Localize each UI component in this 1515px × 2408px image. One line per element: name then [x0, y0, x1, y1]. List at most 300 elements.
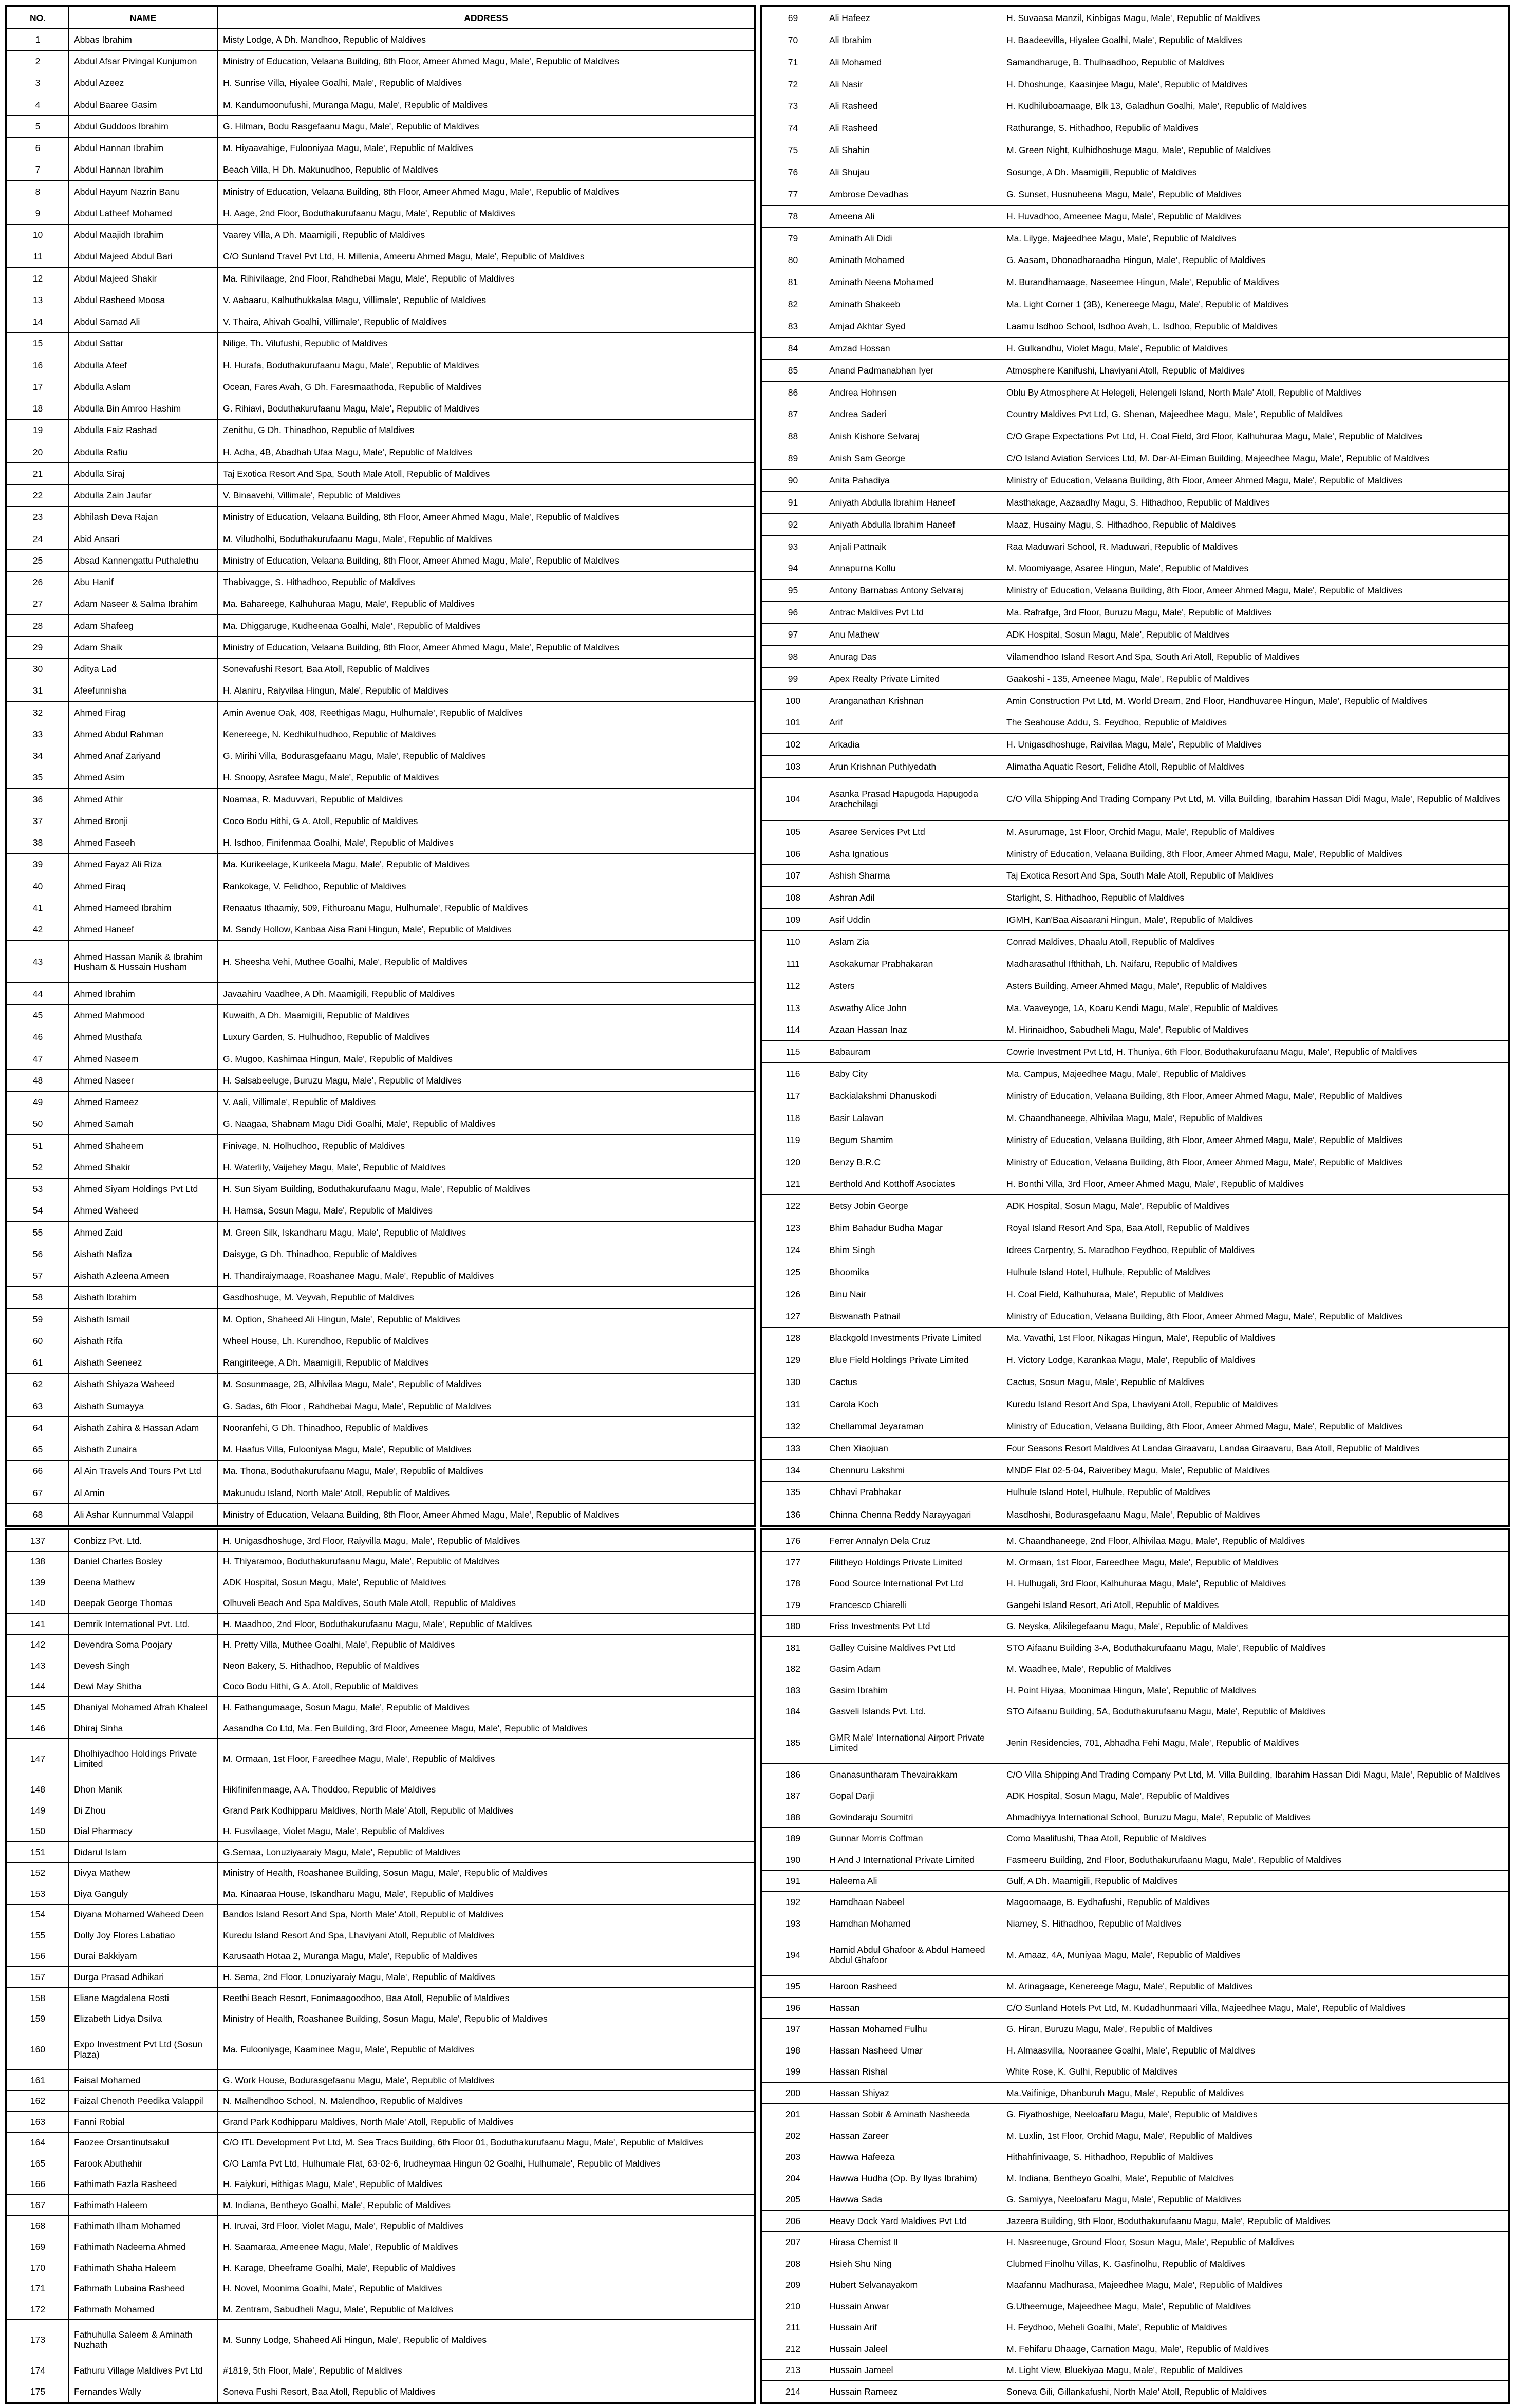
- row-name: Abdul Hannan Ibrahim: [69, 159, 218, 180]
- row-number: 186: [762, 1764, 824, 1785]
- table-row: [7, 1091, 755, 1113]
- row-address: Niamey, S. Hithadhoo, Republic of Maldives: [1001, 1913, 1508, 1934]
- row-name: Ahmed Samah: [69, 1113, 218, 1134]
- row-number: 78: [762, 205, 824, 227]
- row-number: 127: [762, 1305, 824, 1327]
- row-number: 195: [762, 1976, 824, 1997]
- row-address: Alimatha Aquatic Resort, Felidhe Atoll, Republic of Maldives: [1001, 756, 1508, 778]
- row-address: Ministry of Education, Velaana Building, 8th Floor, Ameer Ahmed Magu, Male', Republic of Maldives: [1001, 1305, 1508, 1327]
- row-number: 178: [762, 1573, 824, 1594]
- row-number: 203: [762, 2146, 824, 2168]
- row-name: Aniyath Abdulla Ibrahim Haneef: [824, 491, 1001, 513]
- table-row: [762, 2040, 1508, 2061]
- row-address: Jazeera Building, 9th Floor, Boduthakurufaanu Magu, Male', Republic of Maldives: [1001, 2210, 1508, 2231]
- row-address: G. Hiran, Buruzu Magu, Male', Republic of Maldives: [1001, 2019, 1508, 2040]
- table-row: [762, 1530, 1508, 1552]
- row-address: The Seahouse Addu, S. Feydhoo, Republic of Maldives: [1001, 712, 1508, 734]
- row-number: 120: [762, 1151, 824, 1173]
- row-address: Ministry of Education, Velaana Building, 8th Floor, Ameer Ahmed Magu, Male', Republic of Maldives: [1001, 1415, 1508, 1437]
- row-name: Ahmed Firag: [69, 702, 218, 723]
- row-name: Abdulla Aslam: [69, 376, 218, 398]
- row-number: 119: [762, 1129, 824, 1151]
- row-address: Hithahfinivaage, S. Hithadhoo, Republic of Maldives: [1001, 2146, 1508, 2168]
- row-name: Aishath Zahira & Hassan Adam: [69, 1417, 218, 1439]
- table-row: [762, 359, 1508, 381]
- row-number: 47: [7, 1048, 69, 1070]
- row-number: 45: [7, 1004, 69, 1026]
- table-row: [7, 1460, 755, 1482]
- table-row: [762, 2061, 1508, 2082]
- row-number: 16: [7, 354, 69, 376]
- row-address: H. Adha, 4B, Abadhah Ufaa Magu, Male', Republic of Maldives: [218, 441, 755, 463]
- row-address: G. Mirihi Villa, Bodurasgefaanu Magu, Male', Republic of Maldives: [218, 745, 755, 767]
- row-name: Hussain Jameel: [824, 2359, 1001, 2380]
- row-number: 39: [7, 853, 69, 875]
- row-address: Soneva Gili, Gillankafushi, North Male' Atoll, Republic of Maldives: [1001, 2381, 1508, 2402]
- row-name: Aminath Shakeeb: [824, 293, 1001, 315]
- row-address: H. Unigasdhoshuge, 3rd Floor, Raiyvilla Magu, Male', Republic of Maldives: [218, 1530, 755, 1552]
- row-address: G. Neyska, Alikilegefaanu Magu, Male', Republic of Maldives: [1001, 1615, 1508, 1636]
- row-name: Fathimath Nadeema Ahmed: [69, 2236, 218, 2257]
- row-number: 171: [7, 2278, 69, 2299]
- row-number: 169: [7, 2236, 69, 2257]
- row-name: Ahmed Musthafa: [69, 1026, 218, 1048]
- row-number: 125: [762, 1261, 824, 1283]
- row-number: 102: [762, 734, 824, 756]
- row-address: G. Hilman, Bodu Rasgefaanu Magu, Male', Republic of Maldives: [218, 116, 755, 137]
- table-row: [7, 484, 755, 506]
- row-name: Bhim Singh: [824, 1239, 1001, 1261]
- row-name: Hassan Nasheed Umar: [824, 2040, 1001, 2061]
- row-name: Food Source International Pvt Ltd: [824, 1573, 1001, 1594]
- row-name: Fathimath Ilham Mohamed: [69, 2215, 218, 2236]
- table-row: [7, 1779, 755, 1800]
- row-address: Ministry of Education, Velaana Building, 8th Floor, Ameer Ahmed Magu, Male', Republic of Maldives: [218, 506, 755, 528]
- row-address: Grand Park Kodhipparu Maldives, North Male' Atoll, Republic of Maldives: [218, 2112, 755, 2133]
- row-name: Aishath Ibrahim: [69, 1286, 218, 1308]
- row-address: Kenereege, N. Kedhikulhudhoo, Republic of Maldives: [218, 723, 755, 745]
- row-number: 176: [762, 1530, 824, 1552]
- row-number: 130: [762, 1371, 824, 1393]
- row-address: C/O ITL Development Pvt Ltd, M. Sea Tracs Building, 6th Floor 01, Boduthakurufaanu Magu, Male', Republic of Maldives: [218, 2132, 755, 2153]
- row-number: 110: [762, 931, 824, 953]
- table-row: [7, 1373, 755, 1395]
- table-row: [762, 865, 1508, 887]
- row-number: 163: [7, 2112, 69, 2133]
- row-address: H. Thiyaramoo, Boduthakurufaanu Magu, Male', Republic of Maldives: [218, 1551, 755, 1572]
- table-row: [7, 983, 755, 1004]
- row-name: Durai Bakkiyam: [69, 1946, 218, 1967]
- row-address: Gangehi Island Resort, Ari Atoll, Republic of Maldives: [1001, 1594, 1508, 1615]
- row-name: Abbas Ibrahim: [69, 29, 218, 50]
- row-address: H. Salsabeeluge, Buruzu Magu, Male', Republic of Maldives: [218, 1070, 755, 1091]
- row-address: Clubmed Finolhu Villas, K. Gasfinolhu, Republic of Maldives: [1001, 2253, 1508, 2274]
- row-address: Ministry of Education, Velaana Building, 8th Floor, Ameer Ahmed Magu, Male', Republic of Maldives: [218, 637, 755, 658]
- row-name: GMR Male' International Airport Private Limited: [824, 1722, 1001, 1764]
- table-row: [7, 1739, 755, 1779]
- row-name: Azaan Hassan Inaz: [824, 1019, 1001, 1041]
- table-row: [7, 2174, 755, 2195]
- row-number: 184: [762, 1701, 824, 1722]
- row-number: 144: [7, 1676, 69, 1697]
- row-address: Gulf, A Dh. Maamigili, Republic of Maldives: [1001, 1870, 1508, 1891]
- table-row: [762, 1283, 1508, 1305]
- row-number: 197: [762, 2019, 824, 2040]
- row-address: Ma. Rihivilaage, 2nd Floor, Rahdhebai Magu, Male', Republic of Maldives: [218, 268, 755, 289]
- row-number: 68: [7, 1504, 69, 1526]
- table-row: [7, 550, 755, 571]
- row-address: Wheel House, Lh. Kurendhoo, Republic of Maldives: [218, 1330, 755, 1352]
- table-row: [762, 1107, 1508, 1129]
- row-number: 5: [7, 116, 69, 137]
- row-name: Abdul Baaree Gasim: [69, 94, 218, 116]
- row-number: 173: [7, 2320, 69, 2360]
- row-name: Ahmed Naseem: [69, 1048, 218, 1070]
- table-row: [762, 843, 1508, 865]
- row-address: H. Fusvilaage, Violet Magu, Male', Republic of Maldives: [218, 1821, 755, 1842]
- row-address: H. Coal Field, Kalhuhuraa, Male', Republic of Maldives: [1001, 1283, 1508, 1305]
- table-row: [7, 1352, 755, 1373]
- table-row: [7, 1697, 755, 1718]
- row-address: C/O Island Aviation Services Ltd, M. Dar-Al-Eiman Building, Majeedhee Magu, Male', Republic of Maldives: [1001, 447, 1508, 470]
- row-address: H. Fathangumaage, Sosun Magu, Male', Republic of Maldives: [218, 1697, 755, 1718]
- row-number: 129: [762, 1349, 824, 1371]
- row-number: 19: [7, 419, 69, 441]
- table-row: [7, 875, 755, 897]
- table-row: [762, 2082, 1508, 2103]
- row-address: M. Haafus Villa, Fulooniyaa Magu, Male', Republic of Maldives: [218, 1439, 755, 1460]
- row-name: Ahmed Fayaz Ali Riza: [69, 853, 218, 875]
- row-address: H. Hurafa, Boduthakurufaanu Magu, Male', Republic of Maldives: [218, 354, 755, 376]
- table-row: [7, 919, 755, 940]
- row-address: Nooranfehi, G Dh. Thinadhoo, Republic of Maldives: [218, 1417, 755, 1439]
- row-number: 162: [7, 2090, 69, 2112]
- table-row: [762, 2210, 1508, 2231]
- row-number: 175: [7, 2381, 69, 2402]
- table-row: [7, 1593, 755, 1614]
- row-number: 71: [762, 51, 824, 73]
- row-number: 106: [762, 843, 824, 865]
- table-row: [7, 2008, 755, 2029]
- table-row: [762, 2019, 1508, 2040]
- table-row: [7, 1330, 755, 1352]
- row-number: 32: [7, 702, 69, 723]
- row-address: G. Work House, Bodurasgefaanu Magu, Male', Republic of Maldives: [218, 2069, 755, 2090]
- row-name: Abdul Azeez: [69, 72, 218, 94]
- row-number: 128: [762, 1327, 824, 1349]
- row-name: Andrea Saderi: [824, 403, 1001, 425]
- row-name: Durga Prasad Adhikari: [69, 1967, 218, 1988]
- row-name: Abdulla Zain Jaufar: [69, 484, 218, 506]
- row-number: 95: [762, 580, 824, 602]
- row-address: Cowrie Investment Pvt Ltd, H. Thuniya, 6th Floor, Boduthakurufaanu Magu, Male', Republic of Maldives: [1001, 1041, 1508, 1063]
- row-number: 164: [7, 2132, 69, 2153]
- row-name: Ahmed Hameed Ibrahim: [69, 897, 218, 919]
- table-row: [762, 2189, 1508, 2210]
- table-row: [7, 528, 755, 550]
- table-row: [762, 1063, 1508, 1085]
- table-row: [7, 1135, 755, 1156]
- row-number: 116: [762, 1063, 824, 1085]
- row-address: Oblu By Atmosphere At Helegeli, Helengeli Island, North Male' Atoll, Republic of Maldives: [1001, 381, 1508, 403]
- row-address: Como Maalifushi, Thaa Atoll, Republic of Maldives: [1001, 1827, 1508, 1849]
- row-number: 138: [7, 1551, 69, 1572]
- row-number: 174: [7, 2360, 69, 2381]
- row-address: G. Fiyathoshige, Neeloafaru Magu, Male', Republic of Maldives: [1001, 2104, 1508, 2125]
- row-number: 21: [7, 463, 69, 484]
- row-number: 104: [762, 778, 824, 821]
- row-number: 121: [762, 1173, 824, 1195]
- row-number: 155: [7, 1925, 69, 1946]
- row-address: M. Luxlin, 1st Floor, Orchid Magu, Male', Republic of Maldives: [1001, 2125, 1508, 2146]
- row-name: Farook Abuthahir: [69, 2153, 218, 2174]
- table-row: [762, 1934, 1508, 1976]
- row-number: 41: [7, 897, 69, 919]
- row-address: Ma. Dhiggaruge, Kudheenaa Goalhi, Male', Republic of Maldives: [218, 615, 755, 637]
- row-number: 85: [762, 359, 824, 381]
- row-name: Antrac Maldives Pvt Ltd: [824, 602, 1001, 624]
- row-address: Ministry of Education, Velaana Building, 8th Floor, Ameer Ahmed Magu, Male', Republic of Maldives: [1001, 580, 1508, 602]
- row-name: Heavy Dock Yard Maldives Pvt Ltd: [824, 2210, 1001, 2231]
- row-number: 12: [7, 268, 69, 289]
- table-row: [7, 354, 755, 376]
- table-row: [7, 1967, 755, 1988]
- row-name: Aishath Nafiza: [69, 1243, 218, 1265]
- row-address: Ministry of Education, Velaana Building, 8th Floor, Ameer Ahmed Magu, Male', Republic of Maldives: [1001, 1129, 1508, 1151]
- row-number: 92: [762, 513, 824, 535]
- row-name: Abdul Afsar Pivingal Kunjumon: [69, 50, 218, 72]
- table-row: [7, 2090, 755, 2112]
- table-row: [762, 2381, 1508, 2402]
- row-number: 13: [7, 289, 69, 311]
- row-number: 156: [7, 1946, 69, 1967]
- table-row: [762, 1173, 1508, 1195]
- row-name: Ahmed Rameez: [69, 1091, 218, 1113]
- row-address: Misty Lodge, A Dh. Mandhoo, Republic of Maldives: [218, 29, 755, 50]
- row-name: Abdul Samad Ali: [69, 311, 218, 332]
- table-row: [762, 734, 1508, 756]
- row-number: 142: [7, 1634, 69, 1655]
- row-address: Gaakoshi - 135, Ameenee Magu, Male', Republic of Maldives: [1001, 667, 1508, 689]
- row-name: Antony Barnabas Antony Selvaraj: [824, 580, 1001, 602]
- row-number: 170: [7, 2257, 69, 2278]
- row-address: ADK Hospital, Sosun Magu, Male', Republic of Maldives: [1001, 624, 1508, 646]
- row-name: Haleema Ali: [824, 1870, 1001, 1891]
- row-address: Ministry of Health, Roashanee Building, Sosun Magu, Male', Republic of Maldives: [218, 1862, 755, 1883]
- row-number: 196: [762, 1997, 824, 2018]
- row-name: Conbizz Pvt. Ltd.: [69, 1530, 218, 1552]
- row-number: 199: [762, 2061, 824, 2082]
- row-address: Country Maldives Pvt Ltd, G. Shenan, Majeedhee Magu, Male', Republic of Maldives: [1001, 403, 1508, 425]
- row-address: Ma. Lilyge, Majeedhee Magu, Male', Republic of Maldives: [1001, 227, 1508, 249]
- table-row: [762, 1371, 1508, 1393]
- row-address: Laamu Isdhoo School, Isdhoo Avah, L. Isdhoo, Republic of Maldives: [1001, 315, 1508, 338]
- row-number: 187: [762, 1785, 824, 1806]
- row-number: 98: [762, 645, 824, 667]
- table-row: [762, 1217, 1508, 1239]
- table-row: [7, 2069, 755, 2090]
- row-number: 165: [7, 2153, 69, 2174]
- row-address: Ministry of Education, Velaana Building, 8th Floor, Ameer Ahmed Magu, Male', Republic of Maldives: [218, 1504, 755, 1526]
- row-number: 62: [7, 1373, 69, 1395]
- row-number: 157: [7, 1967, 69, 1988]
- row-number: 52: [7, 1156, 69, 1178]
- row-address: Ministry of Education, Velaana Building, 8th Floor, Ameer Ahmed Magu, Male', Republic of Maldives: [1001, 843, 1508, 865]
- row-address: M. Amaaz, 4A, Muniyaa Magu, Male', Republic of Maldives: [1001, 1934, 1508, 1976]
- row-name: Ali Rasheed: [824, 117, 1001, 139]
- table-row: [762, 931, 1508, 953]
- row-name: Ali Rasheed: [824, 95, 1001, 117]
- row-name: Ahmed Firaq: [69, 875, 218, 897]
- table-row: [7, 1243, 755, 1265]
- row-number: 76: [762, 161, 824, 183]
- row-number: 51: [7, 1135, 69, 1156]
- row-address: Madharasathul Ifthithah, Lh. Naifaru, Republic of Maldives: [1001, 953, 1508, 975]
- row-name: Begum Shamim: [824, 1129, 1001, 1151]
- row-address: Ma. Bahareege, Kalhuhuraa Magu, Male', Republic of Maldives: [218, 593, 755, 614]
- row-number: 31: [7, 680, 69, 701]
- row-address: Taj Exotica Resort And Spa, South Male Atoll, Republic of Maldives: [1001, 865, 1508, 887]
- row-address: Ma. Fulooniyage, Kaaminee Magu, Male', Republic of Maldives: [218, 2029, 755, 2069]
- row-name: Aishath Shiyaza Waheed: [69, 1373, 218, 1395]
- table-row: [762, 1085, 1508, 1107]
- row-number: 183: [762, 1679, 824, 1701]
- row-number: 55: [7, 1222, 69, 1243]
- table-row: [7, 72, 755, 94]
- row-address: Vaarey Villa, A Dh. Maamigili, Republic of Maldives: [218, 224, 755, 246]
- row-name: Chinna Chenna Reddy Narayyagari: [824, 1503, 1001, 1526]
- row-name: Hawwa Sada: [824, 2189, 1001, 2210]
- row-number: 139: [7, 1572, 69, 1593]
- row-address: M. Waadhee, Male', Republic of Maldives: [1001, 1658, 1508, 1679]
- row-number: 2: [7, 50, 69, 72]
- row-address: Kuwaith, A Dh. Maamigili, Republic of Maldives: [218, 1004, 755, 1026]
- row-address: Luxury Garden, S. Hulhudhoo, Republic of Maldives: [218, 1026, 755, 1048]
- table-row: [762, 1151, 1508, 1173]
- row-address: Ministry of Education, Velaana Building, 8th Floor, Ameer Ahmed Magu, Male', Republic of Maldives: [218, 50, 755, 72]
- table-row: [762, 1849, 1508, 1870]
- row-number: 25: [7, 550, 69, 571]
- table-row: [7, 571, 755, 593]
- table-row: [762, 1393, 1508, 1415]
- row-address: Ma. Vaaveyoge, 1A, Koaru Kendi Magu, Male', Republic of Maldives: [1001, 997, 1508, 1019]
- row-address: H. Kudhiluboamaage, Blk 13, Galadhun Goalhi, Male', Republic of Maldives: [1001, 95, 1508, 117]
- row-name: Aditya Lad: [69, 658, 218, 680]
- register-table: [762, 1530, 1508, 2402]
- row-name: Abdulla Siraj: [69, 463, 218, 484]
- table-row: [7, 1614, 755, 1635]
- table-row: [762, 1573, 1508, 1594]
- table-row: [762, 580, 1508, 602]
- row-name: Eliane Magdalena Rosti: [69, 1987, 218, 2008]
- row-address: Coco Bodu Hithi, G A. Atoll, Republic of Maldives: [218, 1676, 755, 1697]
- row-number: 188: [762, 1806, 824, 1827]
- table-row: [7, 419, 755, 441]
- table-row: [762, 1701, 1508, 1722]
- row-name: Afeefunnisha: [69, 680, 218, 701]
- row-number: 53: [7, 1178, 69, 1200]
- row-address: Renaatus Ithaamiy, 509, Fithuroanu Magu, Hulhumale', Republic of Maldives: [218, 897, 755, 919]
- row-number: 140: [7, 1593, 69, 1614]
- row-address: H. Isdhoo, Finifenmaa Goalhi, Male', Republic of Maldives: [218, 832, 755, 853]
- row-number: 60: [7, 1330, 69, 1352]
- row-name: Al Ain Travels And Tours Pvt Ltd: [69, 1460, 218, 1482]
- row-number: 152: [7, 1862, 69, 1883]
- row-name: Fernandes Wally: [69, 2381, 218, 2402]
- row-name: Faizal Chenoth Peedika Valappil: [69, 2090, 218, 2112]
- row-number: 124: [762, 1239, 824, 1261]
- table-row: [7, 1676, 755, 1697]
- row-address: Maafannu Madhurasa, Majeedhee Magu, Male', Republic of Maldives: [1001, 2274, 1508, 2295]
- table-row: [762, 953, 1508, 975]
- row-name: Ahmed Mahmood: [69, 1004, 218, 1026]
- row-number: 1: [7, 29, 69, 50]
- table-row: [762, 1615, 1508, 1636]
- table-row: [7, 658, 755, 680]
- row-name: Chellammal Jeyaraman: [824, 1415, 1001, 1437]
- row-name: Dolly Joy Flores Labatiao: [69, 1925, 218, 1946]
- row-number: 180: [762, 1615, 824, 1636]
- row-address: M. Viludholhi, Boduthakurufaanu Magu, Male', Republic of Maldives: [218, 528, 755, 550]
- row-address: M. Indiana, Bentheyo Goalhi, Male', Republic of Maldives: [218, 2195, 755, 2216]
- row-number: 137: [7, 1530, 69, 1552]
- register-table-block-2: [760, 5, 1510, 1527]
- row-name: Hamdhan Mohamed: [824, 1913, 1001, 1934]
- table-row: [7, 2195, 755, 2216]
- row-name: Asif Uddin: [824, 909, 1001, 931]
- row-name: Abdul Maajidh Ibrahim: [69, 224, 218, 246]
- row-number: 17: [7, 376, 69, 398]
- table-row: [7, 1530, 755, 1552]
- table-row: [762, 1637, 1508, 1658]
- row-name: Apex Realty Private Limited: [824, 667, 1001, 689]
- row-address: Neon Bakery, S. Hithadhoo, Republic of Maldives: [218, 1655, 755, 1676]
- row-address: Ma. Kurikeelage, Kurikeela Magu, Male', Republic of Maldives: [218, 853, 755, 875]
- table-row: [762, 2274, 1508, 2295]
- row-name: Hubert Selvanayakom: [824, 2274, 1001, 2295]
- row-address: Bandos Island Resort And Spa, North Male' Atoll, Republic of Maldives: [218, 1904, 755, 1925]
- row-name: Aranganathan Krishnan: [824, 689, 1001, 712]
- row-address: Magoomaage, B. Eydhafushi, Republic of Maldives: [1001, 1892, 1508, 1913]
- row-number: 88: [762, 425, 824, 447]
- row-address: ADK Hospital, Sosun Magu, Male', Republic of Maldives: [1001, 1785, 1508, 1806]
- table-row: [7, 2215, 755, 2236]
- row-number: 91: [762, 491, 824, 513]
- table-row: [7, 1925, 755, 1946]
- row-name: Babauram: [824, 1041, 1001, 1063]
- row-number: 84: [762, 337, 824, 359]
- row-address: Rathurange, S. Hithadhoo, Republic of Maldives: [1001, 117, 1508, 139]
- row-name: Hussain Rameez: [824, 2381, 1001, 2402]
- row-number: 79: [762, 227, 824, 249]
- row-number: 131: [762, 1393, 824, 1415]
- table-row: [7, 723, 755, 745]
- row-number: 185: [762, 1722, 824, 1764]
- table-row: [762, 1129, 1508, 1151]
- row-number: 107: [762, 865, 824, 887]
- row-address: H. Feydhoo, Meheli Goalhi, Male', Republic of Maldives: [1001, 2317, 1508, 2338]
- row-address: Masdhoshi, Bodurasgefaanu Magu, Male', Republic of Maldives: [1001, 1503, 1508, 1526]
- table-row: [762, 1997, 1508, 2018]
- row-number: 202: [762, 2125, 824, 2146]
- row-address: Ma.Vaifinige, Dhanburuh Magu, Male', Republic of Maldives: [1001, 2082, 1508, 2103]
- table-row: [762, 2295, 1508, 2317]
- row-address: M. Ormaan, 1st Floor, Fareedhee Magu, Male', Republic of Maldives: [218, 1739, 755, 1779]
- row-name: Abdulla Rafiu: [69, 441, 218, 463]
- row-number: 56: [7, 1243, 69, 1265]
- row-address: M. Hirinaidhoo, Sabudheli Magu, Male', Republic of Maldives: [1001, 1019, 1508, 1041]
- row-number: 193: [762, 1913, 824, 1934]
